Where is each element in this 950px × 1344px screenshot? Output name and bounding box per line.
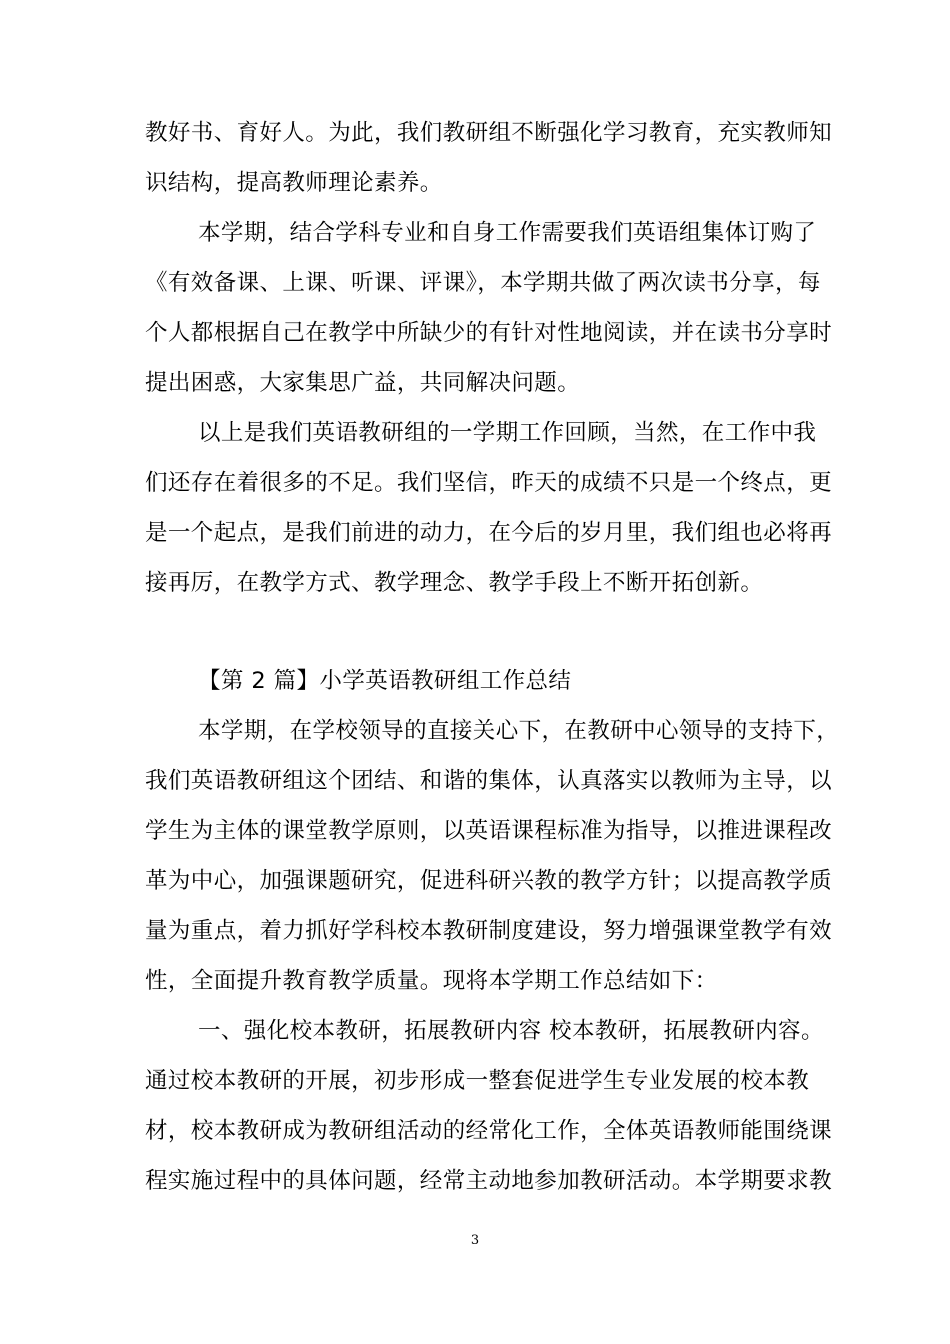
text-line: 识结构，提高教师理论素养。 (145, 170, 443, 196)
text-line: 我们英语教研组这个团结、和谐的集体，认真落实以教师为主导，以 (145, 768, 833, 794)
text-line: 材，校本教研成为教研组活动的经常化工作，全体英语教师能围绕课 (145, 1118, 833, 1144)
text-line: 通过校本教研的开展，初步形成一整套促进学生专业发展的校本教 (145, 1068, 810, 1094)
text-line: 们还存在着很多的不足。我们坚信，昨天的成绩不只是一个终点，更 (145, 470, 833, 496)
paragraph-start-line: 本学期，结合学科专业和自身工作需要我们英语组集体订购了 (198, 220, 817, 246)
section-heading: 【第 2 篇】小学英语教研组工作总结 (198, 668, 572, 694)
text-line: 教好书、育好人。为此，我们教研组不断强化学习教育，充实教师知 (145, 120, 833, 146)
paragraph-start-line: 以上是我们英语教研组的一学期工作回顾，当然，在工作中我 (198, 420, 817, 446)
text-line: 学生为主体的课堂教学原则，以英语课程标准为指导，以推进课程改 (145, 818, 833, 844)
text-line: 个人都根据自己在教学中所缺少的有针对性地阅读，并在读书分享时 (145, 320, 833, 346)
text-line: 性，全面提升教育教学质量。现将本学期工作总结如下： (145, 968, 718, 994)
paragraph-start-line: 一、强化校本教研，拓展教研内容 校本教研，拓展教研内容。 (198, 1018, 824, 1044)
text-line: 程实施过程中的具体问题，经常主动地参加教研活动。本学期要求教 (145, 1168, 833, 1194)
text-line: 革为中心，加强课题研究，促进科研兴教的教学方针；以提高教学质 (145, 868, 833, 894)
text-line: 量为重点，着力抓好学科校本教研制度建设，努力增强课堂教学有效 (145, 918, 833, 944)
text-line: 提出困惑，大家集思广益，共同解决问题。 (145, 370, 581, 396)
text-line: 《有效备课、上课、听课、评课》，本学期共做了两次读书分享，每 (145, 270, 821, 296)
text-line: 接再厉，在教学方式、教学理念、教学手段上不断开拓创新。 (145, 570, 764, 596)
paragraph-start-line: 本学期，在学校领导的直接关心下，在教研中心领导的支持下， (198, 718, 840, 744)
text-line: 是一个起点，是我们前进的动力，在今后的岁月里，我们组也必将再 (145, 520, 833, 546)
page-number: 3 (470, 1233, 480, 1248)
